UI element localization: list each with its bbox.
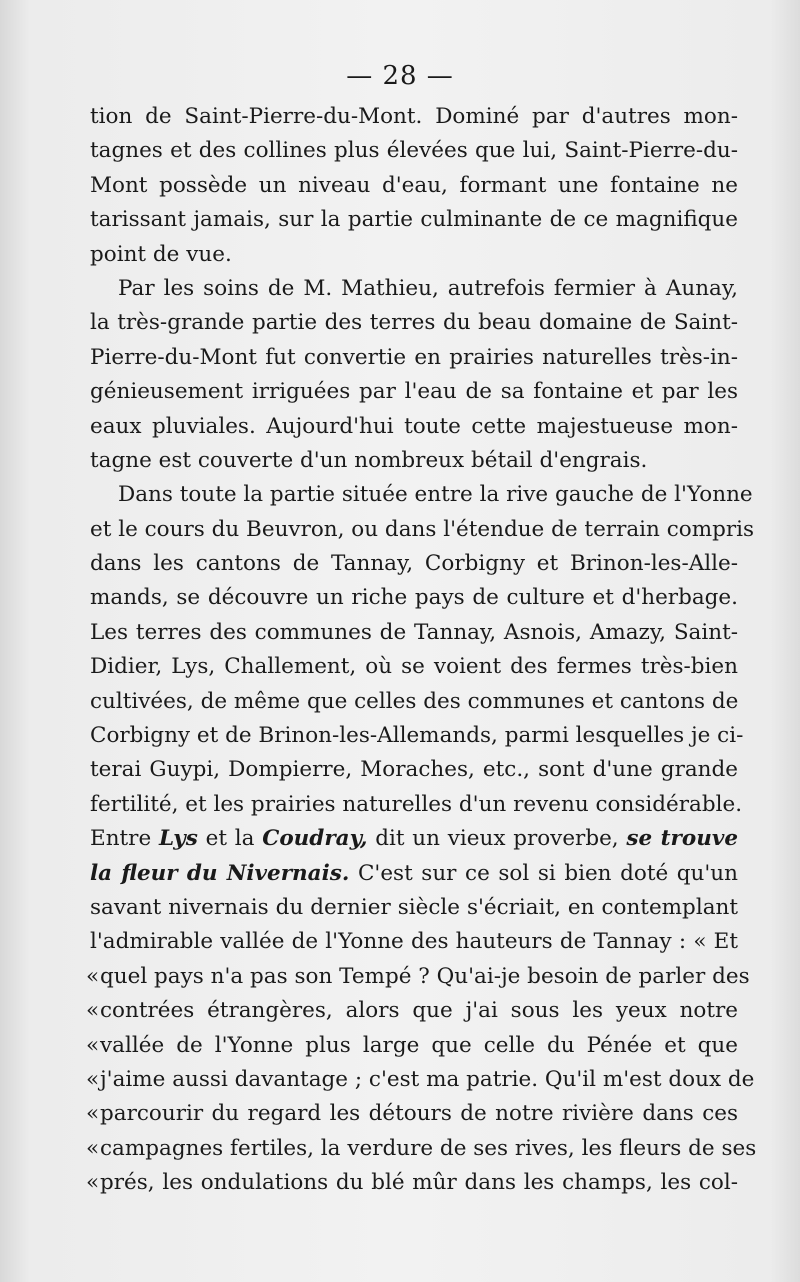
text-fragment: C'est sur ce sol si bien doté qu'un xyxy=(349,860,738,886)
quote-text: campagnes fertiles, la verdure de ses rives, les fleurs de ses xyxy=(100,1135,757,1161)
text-line: Didier, Lys, Challement, où se voient des fermes très-bien xyxy=(90,654,738,680)
text-fragment: Entre xyxy=(90,826,159,852)
quote-mark: « xyxy=(86,963,100,989)
quote-line xyxy=(86,1063,755,1097)
quote-line xyxy=(86,994,738,1028)
quote-mark: « xyxy=(86,998,100,1024)
text-line: Mont possède un niveau d'eau, formant une fontaine ne xyxy=(90,172,738,198)
text-fragment: dit un vieux proverbe, xyxy=(367,826,627,852)
quote-line xyxy=(86,1166,738,1200)
text-line: génieusement irriguées par l'eau de sa fontaine et par les xyxy=(90,379,738,405)
text-line: eaux pluviales. Aujourd'hui toute cette majestueuse mon- xyxy=(90,413,738,439)
quote-text: contrées étrangères, alors que j'ai sous les yeux notre xyxy=(100,998,738,1024)
text-line: Par les soins de M. Mathieu, autrefois fermier à Aunay, xyxy=(118,275,738,301)
text-line: tagne est couverte d'un nombreux bétail d'engrais. xyxy=(90,447,648,473)
quote-text: prés, les ondulations du blé mûr dans les champs, les col- xyxy=(100,1170,738,1196)
quote-mark: « xyxy=(86,1066,100,1092)
text-line: tion de Saint-Pierre-du-Mont. Dominé par d'autres mon- xyxy=(90,104,738,129)
text-line: et le cours du Beuvron, ou dans l'étendue de terrain compris xyxy=(90,516,755,542)
text-line: tarissant jamais, sur la partie culminante de ce magnifique xyxy=(90,207,738,233)
paragraph-2 xyxy=(90,272,738,478)
text-fragment: et la xyxy=(197,826,263,852)
quote-text: quel pays n'a pas son Tempé ? Qu'ai-je besoin de parler des xyxy=(100,963,750,989)
quote-mark: « xyxy=(86,1032,100,1058)
italic-proverb: la fleur du Nivernais. xyxy=(90,860,350,886)
text-line: mands, se découvre un riche pays de culture et d'herbage. xyxy=(90,585,738,611)
quote-text: parcourir du regard les détours de notre rivière dans ces xyxy=(100,1101,738,1127)
text-line: Dans toute la partie située entre la rive gauche de l'Yonne xyxy=(118,482,753,508)
text-line: Pierre-du-Mont fut convertie en prairies naturelles très-in- xyxy=(90,344,738,370)
quote-line xyxy=(86,1132,757,1166)
quote-mark: « xyxy=(86,1170,100,1196)
text-line: terai Guypi, Dompierre, Moraches, etc., sont d'une grande xyxy=(90,757,738,783)
page-body xyxy=(86,100,757,1201)
text-line: Corbigny et de Brinon-les-Allemands, parmi lesquelles je ci- xyxy=(90,723,744,749)
italic-place-name: Lys xyxy=(158,826,198,852)
paragraph-3 xyxy=(86,478,757,1200)
text-line: cultivées, de même que celles des communes et cantons de xyxy=(90,688,739,714)
quote-text: vallée de l'Yonne plus large que celle du Pénée et que xyxy=(100,1032,738,1058)
text-line: Les terres des communes de Tannay, Asnois, Amazy, Saint- xyxy=(90,619,738,645)
italic-proverb: se trouve xyxy=(626,826,738,852)
quote-line xyxy=(86,960,750,994)
italic-place-name: Coudray, xyxy=(262,826,368,852)
quote-line xyxy=(86,1029,738,1063)
quote-mark: « xyxy=(86,1135,100,1161)
text-line-with-italics xyxy=(90,822,738,856)
text-line: la très-grande partie des terres du beau domaine de Saint- xyxy=(90,310,738,336)
text-line: l'admirable vallée de l'Yonne des hauteurs de Tannay : « Et xyxy=(90,929,738,955)
text-line-with-italics xyxy=(90,857,738,891)
text-line: fertilité, et les prairies naturelles d'un revenu considérable. xyxy=(90,791,743,817)
text-line: tagnes et des collines plus élevées que lui, Saint-Pierre-du- xyxy=(90,138,738,164)
quote-line xyxy=(86,1097,738,1131)
quote-text: j'aime aussi davantage ; c'est ma patrie. Qu'il m'est doux de xyxy=(100,1066,755,1092)
quote-mark: « xyxy=(86,1101,100,1127)
text-line: dans les cantons de Tannay, Corbigny et Brinon-les-Alle- xyxy=(90,551,738,577)
paragraph-1 xyxy=(90,100,738,272)
text-line: savant nivernais du dernier siècle s'écriait, en contemplant xyxy=(90,894,738,920)
text-line: point de vue. xyxy=(90,241,232,267)
page-number: — 28 — xyxy=(346,61,454,91)
